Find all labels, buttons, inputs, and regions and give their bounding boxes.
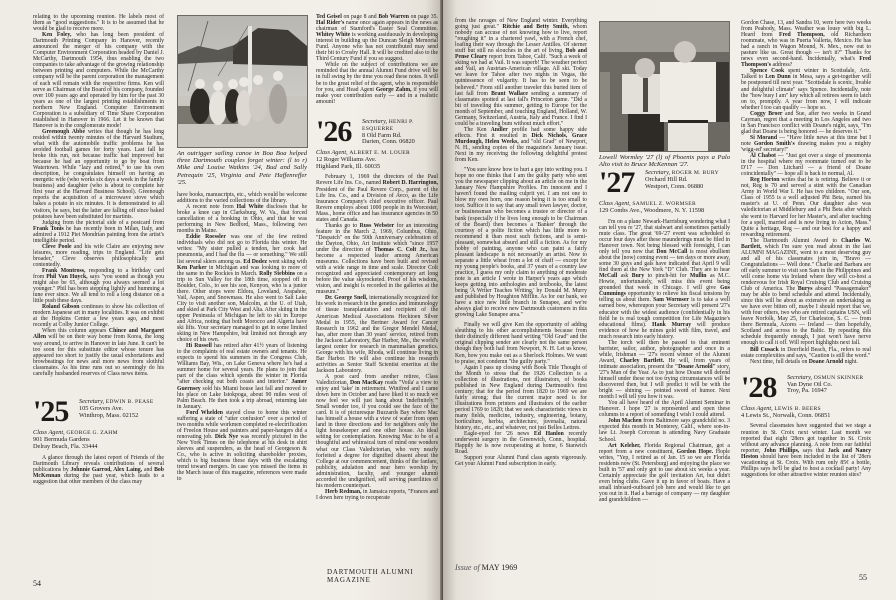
paragraph: A glance through the latest report of Friends of the Dartmouth Library reveals contributions of several publications by Johnnie Garrod, Alex Laing, and Bob McKennan during the past year, which leads to a suggestion that other members of the class may <box>33 454 165 485</box>
paragraph: Coggy Broer and Sue, after two weeks in Grand Cayman, regret that a meeting in Los Angeles and two in San Francisco conflict with Doane's night, says, "I'm glad that Doane is being honored — he deserves it." <box>741 110 872 135</box>
left-column-1 <box>33 14 164 485</box>
paragraph: Art Keleher, Florida Regional Chairman, got a report from a new constituent, Gordon Hope. Hople writes, "Yep, I retired as of Jan. 15 so we are Florida residents now (St. Petersburg) and enjoying the place we built in '57 and only got to use about six weeks a year. Certainly appreciate the golf invitation Art, but didn't even bring clubs. Gave it up in favor of boats. Have a small inboard-outboard job here and would like to get you out in it. Had a barrage of company — my daughter and grandchildren — <box>599 442 730 503</box>
class-agent-address: Class Agent, ALBERT E. M. LOUER 12 Roger Williams Ave. Highland Park, Ill. 60035 <box>316 148 411 170</box>
class-header-1925 <box>33 394 164 428</box>
class-year: '27 <box>599 166 635 199</box>
paragraph: Dr. George Snell, internationally recognized for his work in research in the genetics and immunology of tissue transplantation and recipient of the American Medical Associations Hecktoen Silver Medal in 1955, the Bertner Award for Cancer Research in 1962 and the Gregor Mendel Medal, has, after more than 30 years' service, retired from the Jackson Laboratory, Bar Harbor, Me., the world's largest center for research in mammalian genetics. George with his wife, Rhoda, will continue living in Bar Harbor. He will also continue his research activities as Senior Staff Scientist emeritus at the Jackson Laboratory. <box>316 295 438 374</box>
paragraph: You all have heard of the April Alumni Seminar in Hanover. I hope '27 is represented and open these columns to a report of something I wish I could attend. <box>599 400 730 419</box>
two-men-portrait-photo <box>599 21 730 152</box>
paragraph: Greenough Abbe writes that though he has long resided within twenty minutes of the Harvard Stadium, what with the automobile traffic problems he has avoided football games for forty years. Last fall he broke this run, not because traffic had improved but because he had an opportunity to go by boat from Watertown. While "lazy and retired," to use his own description, he congratulates himself on having an energetic wife (who works six days a week in the family business) and daughter (who is about to complete her first year at the Harvard Business School). Greenough reports the acquisition of a microwave stove which bakes a potato in six minutes. It is demonstrated to all visitors, he says, but the latter are falling off since baked potatoes have been substituted for martinis. <box>33 128 164 220</box>
paragraph: Reg Horton writes that he is retiring. Believe it or not, Reg is 70 and served a stint with the Canadian Army in World War I. He has two children. "Our son, Class of 1955 is a well adjusted Phi Beta, earned his master's at U. of Penn. Our daughter also was valedictorian at Middlebury and a Phi Beta after which she went to Harvard for her Master's, and after teaching for a spell, married and is now living in Acton, Mass." Quite a heritage, Reg — and our best for a happy and rewarding retirement. <box>741 177 871 238</box>
secretary-address: Secretary, EDWIN B. PEASE 105 Grovers Ave. Winthrop, Mass. 02152 <box>79 397 154 419</box>
secretary-address: Secretary, ROGER M. BURY Orchard Hill Rd. Westport, Conn. 06880 <box>645 169 719 190</box>
page-number: 54 <box>33 579 41 588</box>
paragraph: The torch will then be passed to that eminent barrister, sailor, author, photographer and once in a while, Irishman — '27's recent winner of the Alumni Award, Charley Bartlett. He will, from years of intimate association, present the "Doane Arnold" story, '27's Man of the Year. As to just how Doane will defend himself under these not too trying circumstances will be discovered then, but I will predict it will be with the bright — shining — pointed sword of humor. Next month I will tell you how it was. <box>599 339 731 401</box>
paragraph: Eagle-eyed for '26 news Ed Hanlon recently underwent surgery in the Greenwich, Conn., hospital. Happily he is now recuperating at home, 6 Stanwich Road. <box>455 431 588 456</box>
class-agent-address: Class Agent, LEWIS B. BEERS 4 Lewis St., Norwalk, Conn. 06851 <box>741 404 831 419</box>
paragraph: Hi Russell has retired after 41½ years of listening to the complaints of real estate owners and tenants. He expects to spend his summers in the Congress Club, Williams Bay, Wis., on Lake Geneva where he's had a summer home for several years. He plans to join that part of the class which spends the winter in Florida "after checking out both coasts and interior." Jamer Guernsey sold his Miami house last fall and moved to his place on Lake Istokpoga, about 90 miles west of Palm Beach. He then took a trip abroad, returning late in January. <box>177 343 307 410</box>
paragraph: A recent note from Hal White discloses that he broke a knee cap in Clarksburg, W. Va., that forced cancellation of a booking in Ohio, and that he was performing in New Bedford, Mass., following two months in Maine. <box>177 204 307 235</box>
paragraph: Cleve Poole and his wife Claire are enjoying new leisures, more reading, trips to England. "Life gets broader," Cleve observes philosophically and contentedly. <box>33 243 164 268</box>
photo-image <box>600 22 729 151</box>
paragraph: A post card from another retiree, Class Valedictorian, Don MacKay reads "Voila' a view to enjoy and 'take' in retirement. Winifred and I came down here in October and have liked it so much we now feel we will just hang about 'indefinitely.'" Small wonder too, if you could see the face of the card. It is of picturesque Buzzards Bay where Mac has himself a house with a view of water from open land in three directions and for neighbors only the light housekeeper and one other house. An ideal setting for contemplation. Knowing Mac to be of a thoughtful and whimsical turn of mind one wonders what our Class Valedictorian, who very nearly forfeited a degree for dignified dissent about the College at our commencement, thinks of the fanfare, publicity, adulation and near hero worship by administration, faculty, and younger alumni accorded the undignified, self serving puerilities of his modern counterpart. <box>316 373 438 489</box>
secretary-address: Secretary, OSMUN SKINNER Van Dyne Oil Co. Troy, Pa. 16947 <box>787 373 864 395</box>
paragraph: Ford Whelden stayed close to home this winter suffering a state of "utter confusion" over a period of two months while workmen completed re-electrification of Freelon House and painters and paper-hangers did a renovating job. Dick Nye was recently pictured in the New York Times on the telephone at his desk in shirt sleeves and suspenders, as the head of Georgeson & Co., who is active in soliciting shareholder proxies, which is big business these days with the escalating trend toward mergers. In case you missed the items in the March issue of this magazine, references were made to <box>177 409 307 483</box>
left-page-54 <box>0 0 443 600</box>
paragraph: Several classmates have suggested that we stage a reunion in St. Croix next winter. Last month we reported that eight '28ers got together in St. Croix without any advance planning. A note from our faithful reporter, John Phillips, says that Jack and Nancy Heston should have been included in the list of '28ers vacationing at St. Croix. With rum only 85¢ a bottle, Phillips says he'll be glad to host a cocktail party! Any suggestions for other attractive winter reunion sites? <box>741 423 871 478</box>
right-page-55 <box>443 0 896 600</box>
paragraph: Herb Redman, in Jamaica reports, "Frances and I down here trying to recuperate <box>316 488 438 501</box>
paragraph: Again I pass up closing with Book Title Thought of the Month to stress that the 1926 Collection is a collection of illustrations, not illustrators, of books published in New England during Dartmouth's first century; that for the period from 1820 to 1969 we are fairly strong; that the current major need is for illustrations from printers and illustrators of the earlier period 1769 to 1820; that we seek characteristic views in many fields, medicine, industry, engineering, botany, horticulture, herbia, architecture, juvenalia, natural history, etc., etc., and whatever, not just Belles Lettres. <box>455 364 587 432</box>
right-column-1 <box>455 18 587 467</box>
paragraph: relating to the upcoming reunion. He labels most of them as "good suggestions." It is to be assumed that he would be glad to receive more. <box>33 14 164 33</box>
paragraph: Frank Montross, responding to a birthday card from Phil Van Huyck, says "you sound as though you might also be 65, although you always seemed a lot younger." Phil has been stepping lightly and humming a tune ever since. We all tend to roll a long distance on a little push these days. <box>33 267 165 305</box>
paragraph: Spence Cook spent winter in Scottsdale, Ariz. Talked to Len Dunn in Mesa, says a get-together will be postponed till next year. "Scottsdale is scenic, livable and delightful climate" says Spence. Incidentally, note the "how busy I am" key which all retirees seem to latch on to, promptly. A year from now, I will indicate whether I too can qualify — hope so. <box>741 68 871 111</box>
paragraph: have books, manuscripts, etc., which would be welcome additions to the varied collections of the library. <box>177 192 307 205</box>
class-header-1927 <box>599 166 730 199</box>
left-column-3 <box>316 14 438 501</box>
secretary-address: Secretary, HENRI P. ESQUERRE 8 Old Farm Rd. Darien, Conn. 06820 <box>362 117 415 146</box>
issue-date: Issue of MAY 1969 <box>455 563 518 572</box>
paragraph: The Dartmouth Alumni Award to Charles W. Bartlett, which I'm sure you read about in the last ALUMNI MAGAZINE, went to a most deserving guy and all of his classmates join in, "Bravo — Congratulations — Well done." Charlie and Barbara are off early summer to visit son Sam in the Philippines and will come home via Ireland where they will co-host a rendezvous for Irish Royal Cruising Club and Cruising Club of America. The Burys aboard "Passagemaker" may be able to bend schedule and attend. Incidentally, since this will be about as extensive an undertaking as we have ever bitten off, maybe I should report that we, with four others, two who are retired captains USN, will leave Norfolk, May 25, for Charleston, S. C. — from there Bermuda, Azores — Ireland — then hopefully, Scotland and across to the Baltic. By repeating this schedule frequently enough, I just won't have nerve enough to call it off. Will report highlights next fall. <box>741 237 871 347</box>
paragraph: Si Morand — "Have little news at this time but I note Gordon Smith's drawing makes you a mighty 'wigg-ed' secretary!" <box>741 134 871 153</box>
paragraph: Gordon Chase, 13, and Sandra 10, were here two weeks from Peabody, Mass. Weather was lousy with big L. Heard from Fred Thompson, old Richardson roommate, who was in Puerta Vallerta, Mexico. He has had a ranch in Wagon Mound, N. Mex., now out to pasture like us. Great though — isn't it?" Thanks for news even second-hand. Incidentally, what's Fred Thompson's address? <box>741 20 871 69</box>
paragraph: Eddie Roessler was one of the few retired individuals who did not go to Florida this winter. He writes: "My sister pulled a tendon, her cook had pneumonia, and I had the flu — or something." We still list several skiers among us. Ed Dodez went skiing with Ken Parker in Michigan and was looking to more of the same in the Rockies in March. Rolly Stebbins on a trip to Sun Valley for the 18th time, stopped off in Boulder, Colo., to see his son, Kenyon, who is a junior there. Other stops were Eldora, Loveland, Arapahoe, Vail, Aspen, and Snowmass. He also went to Salt Lake City to visit another son, Malcolm, at the U. of Utah, and skied at Park City West and Alta. After skiing in the upper Peninsula of Michigan he left to ski in Europe and Africa, noting that both Morocco and Algeria have ski lifts. Your secretary managed to get in some limited skiing in New Hampshire, but limited not through any choice of his own. <box>177 234 308 344</box>
paragraph: John Machen from Baltimore says grandchild no. 3 expected this month in Monterey, Calif., where son-in-law Lt. Joseph Corcoran is attending Navy Graduate School. <box>599 418 731 443</box>
paragraph: Roland Gibson continues to show his collection of modern Japanese art in many localities. It was on exhibit at the Hopkins Center a few years ago, and most recently at Colby Junior College. <box>33 304 164 329</box>
paragraph: February 1, 1969 the directors of the Paul Revere Life Ins. Co., named Robert D. Harrington, President of the Paul Revere Corp., parent of the Life Ins. Co., and a Division of Avco, as the Life Insurance Company's chief executive officer. Paul Revere employs about 1000 people in its Worcester, Mass., home office and has insurance agencies in 50 states and Canada. <box>316 174 438 223</box>
paragraph: Thanks go to Russ Webster for an interesting feature in the March 2, 1969, Columbus, Ohio, "Despatch" on the 50th Anniversary celebration of the Dayton, Ohio, Art Institute which "since 1957 under the direction of Thomas C. Colt Jr., has become a respected leader among American museums. Collections have been built and revised with a wide range in time and scale. Director Colt recognized and appreciated contemporary art long before the value skyrocketed. Proof of his wisdom, vision, and insight is recorded in the galleries at the museum." <box>316 222 439 296</box>
class-header-1928 <box>741 370 871 404</box>
left-column-2 <box>177 192 307 482</box>
paragraph: Al Chabot — "Just got over a siege of pneumonia in the hospital where my roommate turned out to be D'17 — Don Litchard — a friend of Doane coincidentally" — hope all is back to normal, Al. <box>741 153 871 178</box>
paragraph: While on the subject of contributions we are reminded that the annual Alumni Fund drive will be in full swing by the time you read these notes. It will be to the great relief of the agent, who is responsible for you, and Head Agent George Zahm, if you will make your contribution early — and in a realistic amount! <box>316 62 439 105</box>
right-column-3 <box>741 20 871 478</box>
paragraph: Ted Geisel on page 8 and Bob Warren on page 35. Hal Rider's name once again appears in the news as chairman of Stamford's Easter Seal Committee. Whitey White is working assiduously in developing interest in building up the Duncan Sleigh Memorial Fund. Anyone who has not contributed may send their bit to Crosby Hall. It will be credited also to the Third Century Fund if you so suggest. <box>316 14 439 63</box>
right-column-2 <box>599 166 731 503</box>
quoted-letter: "You sure know how to hurt a guy into writing you. I hope no one thinks that I am the guilty party who sent you the newspaper clipping about an article on me in the January New Hampshire Profiles. I'm innocent and I haven't found the mailing culprit yet. I am not one to blow my own horn, one reason being it is too small to toot. Suffice it to say that any small town lawyer, doctor, or businessman who becomes a trustee or director of a bank (especially if he lives long enough to be Chairman of the Board) then becomes a 'Banker' through the courtesy of a polite fiction which has little more to recommend it than most such fictions, and is semi-pleasant, somewhat absurd and still a fiction. As for my hobby of painting, anyone who can paint a fairly pleasant landscape is not necessarily an artist. Now to separate a little wheat from a lot of chaff — except for my young people's books, and 37 years of a country law practice, I guess my only claim to anything of moderate note is an article I wrote in Harper's years ago which keeps getting into anthologies and textbooks, the latest being 'A Writer Teaches Writing,' by Donald M. Murry and published by Houghton Mifflin. As for our bank, we have a nice new little branch in Sunapee, and we're always glad to receive new Dartmouth customers in this growing Lake Sunapee area." <box>455 167 587 319</box>
class-header-1926 <box>316 114 438 148</box>
class-year: '28 <box>741 370 777 404</box>
paragraph: from the ravages of New England winter. Everything going just great." Ritchie and Betty Smith, whom nobody can accuse of not knowing how to live, report "roughing it" in a chartered yawl, with a French chef, loafing their way through the Lesser Antilles. Of sterner stuff but still no slouches in the art of living, Bob and Pense Cleary report from Tahoe, Calif. "Such a week of skiing we had at Vail. It was superb! The weather perfect and Vail, an Austrian-American village. All ski. Today we leave for Tahoe after two nights in Vegas, the quintessence of vulgarity. It has to be seen to be believed." From still another traveler this buried item of last fall from Brant Wallace sending a summary of classmates spotted at last fall's Princeton game. "Did a bit of traveling this summer, getting to Europe for the month of September, and touching England, Holland, W. Germany, Switzerland, Austria, Italy and France. I find I could be a traveling bum without much effort." <box>455 18 588 127</box>
class-year: '26 <box>316 114 352 148</box>
photo-caption: Lowell Wormley '27 (l) of Phoenix pays a Palo Alto visit to Bruce McKennan '27. <box>599 154 730 169</box>
class-agent-address: Class Agent, GEORGE G. ZAHM 901 Bermuda Gardens Delray Beach, Fla. 33444 <box>33 428 118 450</box>
photo-image <box>178 16 307 147</box>
page-number: 55 <box>859 573 867 582</box>
outrigger-canoe-photo <box>177 15 308 148</box>
paragraph: Next time, full details on Doane Arnold night. <box>750 358 858 365</box>
magazine-footer: DARTMOUTH ALUMNI MAGAZINE <box>327 568 414 584</box>
photo-caption: An outrigger sailing canoe in Boa Boa helped three Dartmouth couples forget winter: (l to r) Mike and Louise Watkins '24, Bud and Sally Petrequin '25, Virginia and Pete Haffenreffer '25. <box>177 150 307 186</box>
class-year: '25 <box>33 394 69 428</box>
class-agent-address: Class Agent, SAMUEL Z. WORMSER 129 Combs Ave., Woodmere, N. Y. 11598 <box>599 200 705 214</box>
paragraph: Bill Cusack in Deerfield Beach, Fla., refers to real estate complexities and says, "Caution is still the word." <box>741 346 871 359</box>
paragraph: I'm on a plane Newark-Harrisburg wondering what I can tell you re '27, that stalwart and sometimes partially mute class. The great '69-'27 event was scheduled to occur four days after these maunderings must be filed in Hanover town. Not being blessed with foresight, I can only tell you now that Don McCall is most ebullient about the (now) coming event — ten days or more away, some 30 guys and gals have indicated that April 9 will find them at the New York "D" Club. They are to hear McCall ask Bury to pinch-hit for Mullin as M.C. Howie, unfortunately, will miss this event being grounded that week in Chicago. I will give Gus Cummings opportunity to relieve his fiscal tensions by telling us about them. Sam Wormser is to take a well earned bow, whereupon your Secretary will present '27's educator with the widest audience (confidentially in his field he is real tough competition for Life Magazine's educational films). Hank Murray will produce evidence of how he mines gold with film, travel, and much research into early history. <box>599 218 731 340</box>
paragraph: Judging from the pictorial side of a postcard from Frank Tonis he has recently been in Milan, Italy, and admired a 1912 Piet Mondrian painting from the artist's intelligible period. <box>33 219 164 244</box>
paragraph: Finally we will give Ken the opportunity of adding sleuthing to his other accomplishments because from their distinctly different hand writing "Old Grad" and the original clipping sender are clearly not the same person though they both hail from Newport, N. H. Let us know, Ken, how you make out as a Sherlock Holmes. We want to praise, not condemn "the guilty party." <box>455 322 587 365</box>
paragraph: The Ken Andler profile had some happy side effects. First it resulted in Dick Nichols, Grace Murdough, Helen Weeks, and "old Grad" of Newport, N. H., sending copies of the magazine's January issue. Next in my receiving the following delightful protest from Ken. <box>455 126 587 164</box>
paragraph: When this column appears Chince and Margaret Allen will be on their way home from Korea, the long way around, to arrive in Hanover in late June. It can't be too soon for this substitute editor whose tenure has appeared too short to justify the usual exhortations and browbeatings for news and more news from slothful classmates. As his time runs out so seemingly do his carefully husbanded reserves of Class news items. <box>33 328 164 377</box>
paragraph: Ken Foley, who has long been president of Dartmouth Printing Company in Hanover, recently announced the merger of his company with the Computer Environment Corporation headed by Daniel J. McCarthy, Dartmouth 1954, thus enabling the two companies to take advantage of the growing relationship between printing and computers. While the McCarthy company will be the parent corporation the management of each will remain with the respective firms. Ken will serve as Chairman of the Board of his company, founded over 100 years ago and operated by him for the past 30 years as one of the largest printing establishments in northern New England. Computer Environment Corporation is a subsidiary of Time Share Corporation established in Hanover in 1966. Let it be known that Hanover is in the conglomerate mode! <box>33 32 164 129</box>
paragraph: Support your Alumni Fund class agents vigorously. Get your Alumni Fund subscription in early. <box>455 455 587 468</box>
